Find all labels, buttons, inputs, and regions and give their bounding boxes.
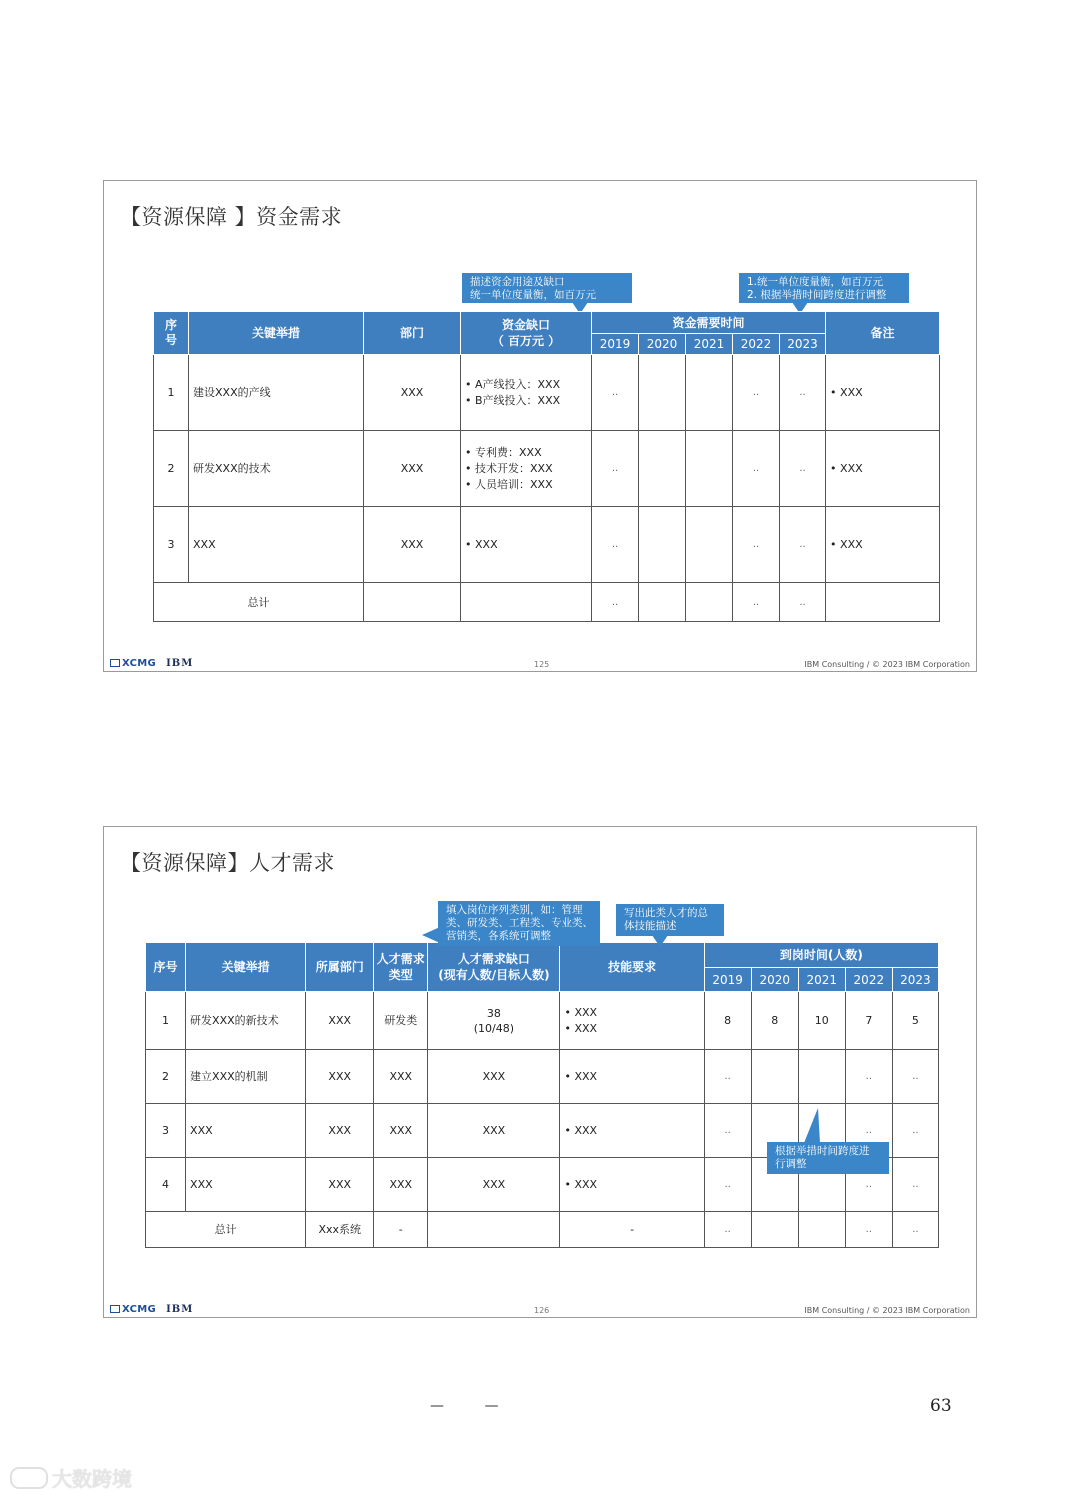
ibm-logo: IBM: [166, 658, 194, 669]
header-type-line1: 人才需求: [376, 952, 425, 966]
cell-year: ..: [704, 1212, 751, 1248]
cell-year: [639, 431, 686, 507]
cell-year: [639, 583, 686, 622]
slide-title: 【资源保障 】资金需求: [120, 205, 343, 229]
callout-funding-gap: [462, 273, 632, 303]
header-year: 2023: [892, 968, 938, 992]
cell-gap: XXX: [428, 1050, 560, 1104]
cell-total-dept: Xxx系统: [306, 1212, 374, 1248]
xcmg-logo: [110, 1304, 193, 1315]
cell-year: [798, 1212, 845, 1248]
callout-line: 描述资金用途及缺口: [470, 276, 565, 288]
watermark-logo-icon: [10, 1467, 48, 1489]
cell-year: [639, 507, 686, 583]
header-measure: 关键举措: [186, 943, 306, 992]
list-item: • XXX: [564, 1069, 699, 1085]
cell-year: ..: [892, 1050, 938, 1104]
list-item: • XXX: [564, 1123, 699, 1139]
header-year: 2023: [780, 334, 826, 355]
cell-measure: 研发XXX的技术: [189, 431, 364, 507]
xcmg-logo-text: XCMG: [122, 1304, 157, 1315]
list-item: • B产线投入：XXX: [465, 393, 587, 409]
cell-total-skill: -: [560, 1212, 704, 1248]
cell-type: XXX: [374, 1050, 428, 1104]
header-gap-line1: 资金缺口: [501, 318, 550, 332]
cell-dept: XXX: [364, 355, 461, 431]
header-year: 2021: [798, 968, 845, 992]
cell-skill: [560, 1104, 704, 1158]
copyright: IBM Consulting / © 2023 IBM Corporation: [804, 660, 970, 669]
cell-measure: 建立XXX的机制: [186, 1050, 306, 1104]
cell-skill: [560, 992, 704, 1050]
xcmg-logo-text: XCMG: [122, 658, 157, 669]
cell-year: [751, 1050, 798, 1104]
cell-seq: 2: [146, 1050, 186, 1104]
cell-year: [751, 1212, 798, 1248]
table-row: [146, 992, 939, 1050]
cell-year: [686, 583, 733, 622]
header-gap-line2: (现有人数/目标人数): [438, 968, 550, 982]
cell-dept: XXX: [364, 431, 461, 507]
table-row: [146, 1050, 939, 1104]
cell-gap: [461, 507, 592, 583]
cell-year: ..: [845, 1104, 892, 1158]
header-skill: 技能要求: [560, 943, 704, 992]
cell-note: [826, 431, 940, 507]
header-time: 到岗时间(人数): [704, 943, 938, 968]
header-note: 备注: [826, 312, 940, 355]
cell-note: [826, 507, 940, 583]
slide-page-number: 126: [534, 1306, 550, 1315]
table-row-total: [146, 1212, 939, 1248]
list-item: • XXX: [564, 1021, 699, 1037]
callout-line: 类、研发类、工程类、专业类、: [446, 917, 593, 929]
callout-skill: [616, 904, 724, 936]
list-item: • XXX: [830, 537, 935, 553]
copyright: IBM Consulting / © 2023 IBM Corporation: [804, 1306, 970, 1315]
header-year: 2021: [686, 334, 733, 355]
callout-line: 写出此类人才的总: [624, 907, 708, 919]
header-measure: 关键举措: [189, 312, 364, 355]
callout-line: 营销类，各系统可调整: [446, 930, 551, 942]
cell-seq: 3: [154, 507, 189, 583]
slide-funding: [103, 180, 977, 672]
cell-year: 7: [845, 992, 892, 1050]
header-year: 2020: [639, 334, 686, 355]
callout-line: 体技能描述: [624, 920, 677, 932]
header-year: 2022: [845, 968, 892, 992]
cell-type: 研发类: [374, 992, 428, 1050]
list-item: • 人员培训：XXX: [465, 477, 587, 493]
cell-year: ..: [733, 355, 780, 431]
cell-year: ..: [845, 1050, 892, 1104]
cell-gap: XXX: [428, 1158, 560, 1212]
cell-year: [798, 1050, 845, 1104]
cell-gap: [428, 992, 560, 1050]
table-row: [154, 355, 940, 431]
header-year: 2022: [733, 334, 780, 355]
callout-line: 行调整: [775, 1158, 807, 1170]
header-gap: [428, 943, 560, 992]
cell-year: ..: [892, 1212, 938, 1248]
cell-gap: [461, 355, 592, 431]
cell-seq: 1: [146, 992, 186, 1050]
cell-dept: XXX: [364, 507, 461, 583]
cell-year: 8: [751, 992, 798, 1050]
callout-time-span: [767, 1142, 889, 1174]
table-row: [154, 431, 940, 507]
cell-year: ..: [780, 355, 826, 431]
cell-year: 10: [798, 992, 845, 1050]
header-year: 2019: [592, 334, 639, 355]
cell-seq: 2: [154, 431, 189, 507]
header-seq: 序号: [146, 943, 186, 992]
cell-dept: XXX: [306, 1158, 374, 1212]
cell-type: XXX: [374, 1104, 428, 1158]
xcmg-logo: [110, 658, 193, 669]
list-item: • A产线投入：XXX: [465, 377, 587, 393]
cell-seq: 4: [146, 1158, 186, 1212]
cell-year: ..: [780, 507, 826, 583]
cell-year: ..: [592, 355, 639, 431]
callout-line: 1.统一单位度量衡，如百万元: [747, 276, 884, 288]
cell-gap-value: 38: [486, 1006, 501, 1020]
callout-line: 2. 根据举措时间跨度进行调整: [747, 289, 887, 301]
cell-year: [686, 355, 733, 431]
cell-year: ..: [845, 1158, 892, 1212]
cell-empty: [461, 583, 592, 622]
table-row-total: [154, 583, 940, 622]
header-year: 2019: [704, 968, 751, 992]
page-number: 63: [930, 1396, 952, 1416]
cell-year: ..: [892, 1158, 938, 1212]
callout-pointer: [652, 935, 668, 947]
callout-line: 统一单位度量衡，如百万元: [470, 289, 596, 301]
list-item: • XXX: [465, 537, 587, 553]
callout-line: 根据举措时间跨度进: [775, 1145, 870, 1157]
cell-measure: 建设XXX的产线: [189, 355, 364, 431]
cell-year: 5: [892, 992, 938, 1050]
slide-talent: [103, 826, 977, 1318]
cell-year: [639, 355, 686, 431]
header-gap-line1: 人才需求缺口: [457, 952, 530, 966]
cell-gap-detail: (10/48): [473, 1021, 515, 1035]
cell-type: XXX: [374, 1158, 428, 1212]
cell-total-label: 总计: [146, 1212, 306, 1248]
talent-table: [145, 942, 939, 1248]
list-item: • 专利费：XXX: [465, 445, 587, 461]
cell-year: ..: [845, 1212, 892, 1248]
ibm-logo: IBM: [166, 1304, 194, 1315]
cell-total-label: 总计: [154, 583, 364, 622]
cell-year: ..: [780, 583, 826, 622]
cell-measure: XXX: [189, 507, 364, 583]
header-seq: 序号: [154, 312, 189, 355]
header-gap: [461, 312, 592, 355]
watermark: [10, 1463, 132, 1492]
cell-year: 8: [704, 992, 751, 1050]
cell-measure: XXX: [186, 1158, 306, 1212]
cell-year: ..: [592, 431, 639, 507]
cell-year: ..: [733, 583, 780, 622]
cell-year: ..: [892, 1104, 938, 1158]
cell-seq: 3: [146, 1104, 186, 1158]
cell-year: [686, 431, 733, 507]
page-dashes: — —: [430, 1398, 517, 1414]
cell-empty: [364, 583, 461, 622]
cell-dept: XXX: [306, 1050, 374, 1104]
header-gap-line2: （ 百万元 ）: [491, 334, 561, 348]
slide-title: 【资源保障】人才需求: [120, 851, 335, 875]
cell-year: [686, 507, 733, 583]
cell-year: ..: [592, 583, 639, 622]
header-year: 2020: [751, 968, 798, 992]
header-dept: 所属部门: [306, 943, 374, 992]
callout-talent-type: [438, 901, 600, 946]
xcmg-mark-icon: [110, 659, 120, 667]
watermark-text: 大数跨境: [52, 1467, 132, 1491]
cell-dept: XXX: [306, 1104, 374, 1158]
cell-skill: [560, 1050, 704, 1104]
cell-measure: XXX: [186, 1104, 306, 1158]
cell-seq: 1: [154, 355, 189, 431]
callout-unit-time: [739, 273, 909, 303]
cell-year: ..: [704, 1158, 751, 1212]
cell-year: ..: [733, 431, 780, 507]
cell-measure: 研发XXX的新技术: [186, 992, 306, 1050]
cell-dept: XXX: [306, 992, 374, 1050]
slide-page-number: 125: [534, 660, 550, 669]
cell-empty: [826, 583, 940, 622]
cell-note: [826, 355, 940, 431]
cell-gap: [461, 431, 592, 507]
callout-pointer: [804, 1108, 820, 1143]
header-dept: 部门: [364, 312, 461, 355]
header-time: 资金需要时间: [592, 312, 826, 334]
cell-year: ..: [704, 1050, 751, 1104]
cell-year: ..: [592, 507, 639, 583]
cell-empty: [428, 1212, 560, 1248]
header-type: [374, 943, 428, 992]
table-row: [154, 507, 940, 583]
list-item: • XXX: [564, 1177, 699, 1193]
cell-skill: [560, 1158, 704, 1212]
cell-year: ..: [704, 1104, 751, 1158]
cell-year: ..: [780, 431, 826, 507]
funding-table: [153, 311, 940, 622]
list-item: • XXX: [830, 461, 935, 477]
cell-total-type: -: [374, 1212, 428, 1248]
list-item: • 技术开发：XXX: [465, 461, 587, 477]
cell-year: ..: [733, 507, 780, 583]
cell-gap: XXX: [428, 1104, 560, 1158]
xcmg-mark-icon: [110, 1305, 120, 1313]
callout-pointer: [422, 927, 440, 943]
header-type-line2: 类型: [388, 968, 413, 982]
callout-line: 填入岗位序列类别，如：管理: [446, 904, 583, 916]
list-item: • XXX: [564, 1005, 699, 1021]
list-item: • XXX: [830, 385, 935, 401]
